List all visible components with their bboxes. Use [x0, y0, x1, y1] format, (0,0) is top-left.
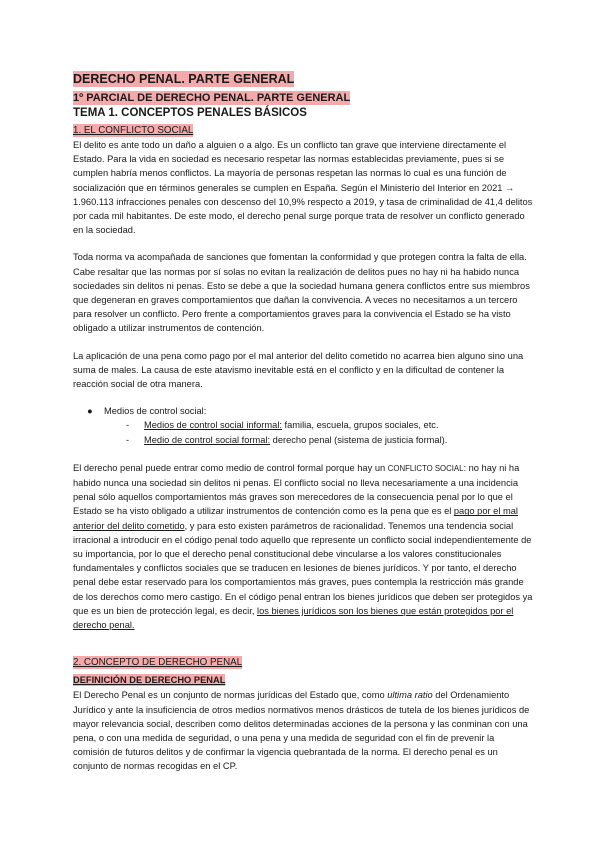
ultima-ratio-term: ultima ratio	[387, 690, 433, 701]
section1-paragraph-4: El derecho penal puede entrar como medio de control formal porque hay un CONFLICTO SOCIAL: no hay ni ha habido nunca una sociedad sin delitos ni penas. El conflicto social no lleva necesariamente a una incidencia penal sólo aquellos comportamientos más graves son merecedores de la consecuencia penal por lo que el Estado se ha visto obligado a utilizar instrumentos de contención como es la pena que es el pago por el mal anterior del delito cometido, y para esto existen parámetros de racionalidad. Tenemos una tendencia social irracional a introducir en el código penal todo aquello que represente un conflicto social independientemente de su importancia, por lo que el derecho penal constitucional debe vincularse a los valores constitucionales fundamentales y conflictos sociales que se traducen en lesiones de bienes jurídicos. Y por tanto, el derecho penal debe estar reservado para los comportamientos más graves, pues contempla la restricción más grande de los derechos como mero castigo. En el código penal entran los bienes jurídicos que deben ser protegidos ya que es un bien de protección legal, es decir, los bienes jurídicos son los bienes que están protegidos por el derecho penal.	[73, 462, 533, 631]
section1-paragraph-1: El delito es ante todo un daño a alguien o a algo. Es un conflicto tan grave que interviene directamente el Estado. Para la vida en sociedad es necesario respetar las normas establecidas previamente, pues si se cumplen habría menos conflictos. La mayoría de personas respetan las normas lo cual es una función de socialización que en términos generales se cumplen en España. Según el Ministerio del Interior en 2021 → 1.960.113 infracciones penales con descenso del 10,9% respecto a 2019, y tasa de criminalidad de 41,4 delitos por cada mil habitantes. De este modo, el derecho penal surge porque trata de resolver un conflicto generado en la sociedad.	[73, 140, 533, 236]
dash-icon: -	[126, 420, 130, 431]
list-item	[87, 404, 533, 418]
section2-subheading: DEFINICIÓN DE DERECHO PENAL	[73, 675, 226, 686]
underlined-phrase: los bienes jurídicos son los bienes que están protegidos por el derecho penal.	[73, 605, 514, 631]
sub-item-text: familia, escuela, grupos sociales, etc.	[281, 420, 439, 431]
topic-heading: TEMA 1. CONCEPTOS PENALES BÁSICOS	[73, 107, 307, 119]
bullet-icon: ●	[87, 406, 93, 417]
document-subtitle: 1º PARCIAL DE DERECHO PENAL. PARTE GENERAL	[73, 92, 351, 104]
underlined-phrase: pago por el mal anterior del delito cometido	[73, 506, 518, 531]
sub-item-text: derecho penal (sistema de justicia formal).	[270, 434, 448, 445]
section1-paragraph-3: La aplicación de una pena como pago por el mal anterior del delito cometido no acarrea bien alguno sino una suma de males. La causa de este atavismo inevitable está en el conflicto y en la dificultad de contener la reacción social de otra manera.	[73, 350, 524, 390]
section1-heading: 1. EL CONFLICTO SOCIAL	[73, 125, 194, 136]
section1-paragraph-2: Toda norma va acompañada de sanciones que fomentan la conformidad y que protegen contra la falta de ella. Cabe resaltar que las normas por sí solas no evitan la realización de delitos pues no hay ni ha habido nunca sociedades sin delitos ni penas. Esto se debe a que la sociedad humana genera conflictos entre sus miembros que degeneran en graves comportamientos que dañan la convivencia. A veces no necesitamos a un tercero para resolver un conflicto. Pero frente a comportamientos graves para la convivencia el Estado se ha visto obligado a utilizar instrumentos de contención.	[73, 252, 530, 334]
section2-paragraph-1: El Derecho Penal es un conjunto de normas jurídicas del Estado que, como ultima ratio del Ordenamiento Jurídico y ante la insuficiencia de otros medios normativos menos drásticos de tutela de los bienes jurídicos de mayor relevancia social, describen como delitos determinadas acciones de la persona y las conminan con una pena, o con una medida de seguridad, o una pena y una medida de seguridad con el fin de prevenir la comisión de futuros delitos y de confirmar la vigencia quebrantada de la norma. El derecho penal es un conjunto de normas recogidas en el CP.	[73, 690, 530, 772]
sub-list-item	[126, 433, 533, 447]
dash-icon: -	[126, 434, 130, 445]
control-social-list	[73, 404, 533, 447]
conflicto-social-term: CONFLICTO SOCIAL	[387, 463, 464, 473]
document-body	[73, 70, 533, 774]
list-item-text: Medios de control social:	[104, 406, 207, 417]
sub-item-label: Medios de control social informal:	[144, 420, 282, 431]
sub-item-label: Medio de control social formal:	[144, 434, 271, 445]
sub-list-item	[126, 418, 533, 432]
section2-heading: 2. CONCEPTO DE DERECHO PENAL	[73, 657, 243, 669]
document-title: DERECHO PENAL. PARTE GENERAL	[73, 72, 295, 86]
